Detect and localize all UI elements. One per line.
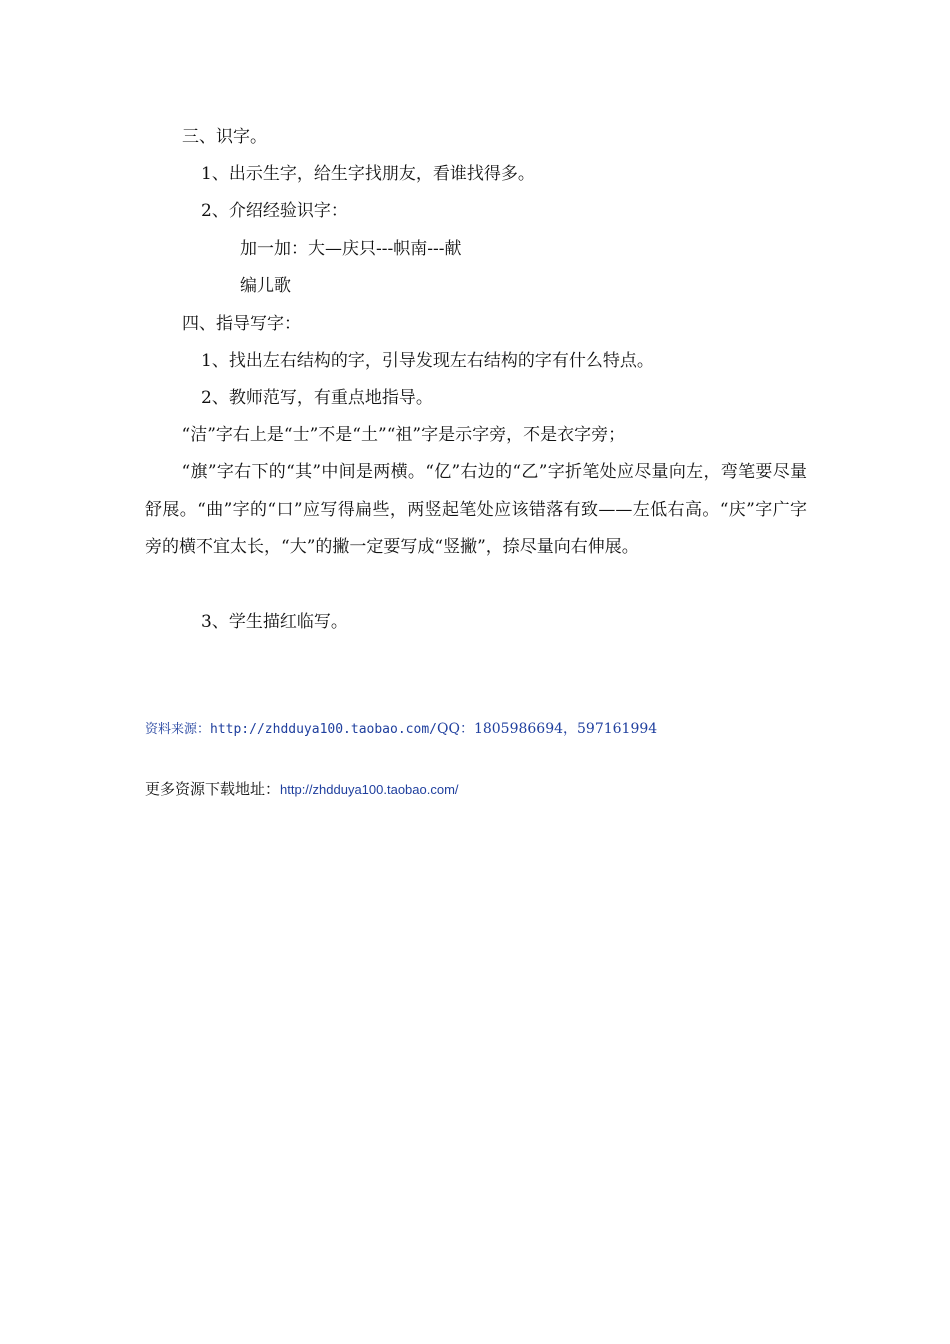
section-3-item-2: 2、介绍经验识字： [201,201,348,221]
section-3-sub-item-add: 加一加：大—庆只---帜南---献 [240,239,462,259]
section-4-paragraph-1: “洁”字右上是“士”不是“土”“祖”字是示字旁，不是衣字旁； [181,425,626,445]
more-resources-label: 更多资源下载地址： [145,780,281,798]
qq-contact: QQ：1805986694，597161994 [436,721,658,737]
section-4-paragraph-2: “旗”字右下的“其”中间是两横。“亿”右边的“乙”字折笔处应尽量向左，弯笔要尽量舒展。“曲”字的“口”应写得扁些，两竖起笔处应该错落有致——左低右高。“庆”字广字旁的横不宜太长，“大”的撇一定要写成“竖撇”，捺尽量向右伸展。 [145,462,807,557]
more-resources-link[interactable]: http://zhdduya100.taobao.com/ [280,782,459,797]
more-resources-line [145,779,459,800]
source-line [145,720,657,739]
section-3-heading: 三、识字。 [182,127,267,147]
section-4-item-1: 1、找出左右结构的字，引导发现左右结构的字有什么特点。 [201,351,654,371]
section-4-item-3: 3、学生描红临写。 [201,612,348,632]
source-link[interactable]: 资料来源：http://zhdduya100.taobao.com/ [145,722,437,737]
section-3-item-1: 1、出示生字，给生字找朋友，看谁找得多。 [201,164,535,184]
section-4-item-2: 2、教师范写，有重点地指导。 [201,388,433,408]
section-3-sub-item-rhyme: 编儿歌 [240,276,291,296]
section-4-heading: 四、指导写字： [182,314,301,334]
